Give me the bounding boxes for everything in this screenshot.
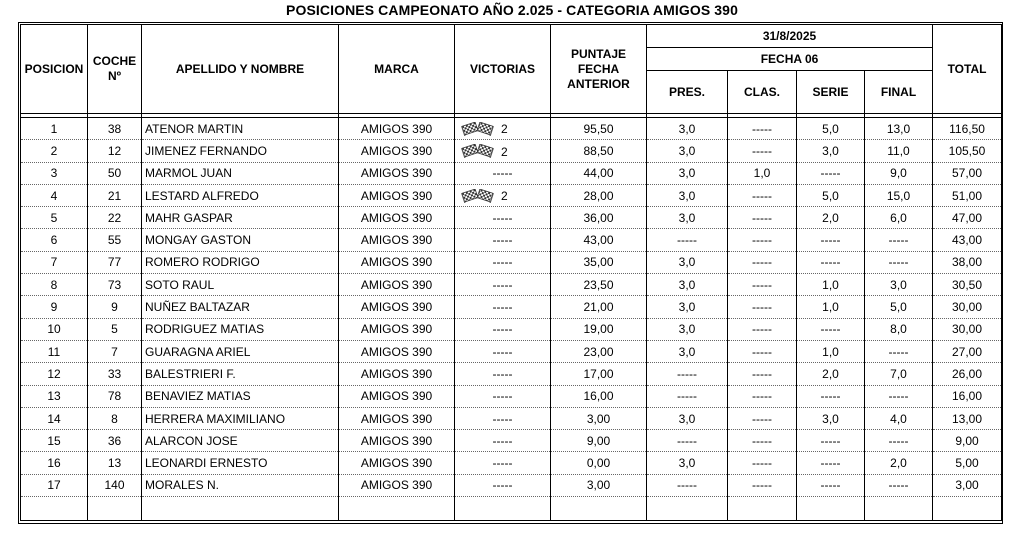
cell-clas: ----- (728, 207, 797, 229)
cell-prev: 16,00 (551, 385, 647, 407)
empty-cell (88, 497, 142, 521)
cell-serie: 1,0 (797, 296, 865, 318)
cell-marca: AMIGOS 390 (339, 407, 455, 429)
cell-final: 7,0 (865, 363, 933, 385)
cell-serie: ----- (797, 452, 865, 474)
cell-name: HERRERA MAXIMILIANO (142, 407, 339, 429)
cell-final: 2,0 (865, 452, 933, 474)
cell-name: BENAVIEZ MATIAS (142, 385, 339, 407)
cell-wins (455, 207, 551, 229)
cell-wins (455, 318, 551, 340)
wins-value: ----- (492, 433, 513, 448)
cell-serie: ----- (797, 318, 865, 340)
cell-marca: AMIGOS 390 (339, 474, 455, 496)
cell-marca: AMIGOS 390 (339, 207, 455, 229)
cell-final: 6,0 (865, 207, 933, 229)
cell-wins (455, 430, 551, 452)
cell-clas: ----- (728, 296, 797, 318)
cell-wins (455, 162, 551, 184)
cell-wins (455, 452, 551, 474)
cell-pos: 5 (21, 207, 88, 229)
wins-value: ----- (492, 344, 513, 359)
wins-value: ----- (492, 366, 513, 381)
header-clas: CLAS. (728, 71, 797, 114)
cell-wins (455, 184, 551, 206)
cell-pos: 7 (21, 251, 88, 273)
cell-pres: 3,0 (647, 251, 728, 273)
cell-pos: 9 (21, 296, 88, 318)
cell-pos: 10 (21, 318, 88, 340)
cell-marca: AMIGOS 390 (339, 318, 455, 340)
wins-value: ----- (492, 255, 513, 270)
cell-final: 3,0 (865, 274, 933, 296)
cell-coche: 38 (88, 118, 142, 140)
cell-serie: ----- (797, 251, 865, 273)
cell-marca: AMIGOS 390 (339, 296, 455, 318)
checkered-flags-icon (461, 122, 495, 136)
empty-cell (21, 497, 88, 521)
cell-total: 51,00 (933, 184, 1002, 206)
cell-total: 26,00 (933, 363, 1002, 385)
empty-cell (797, 497, 865, 521)
cell-wins (455, 274, 551, 296)
empty-cell (865, 497, 933, 521)
cell-marca: AMIGOS 390 (339, 452, 455, 474)
cell-coche: 73 (88, 274, 142, 296)
cell-prev: 23,50 (551, 274, 647, 296)
cell-pos: 4 (21, 184, 88, 206)
cell-final: 8,0 (865, 318, 933, 340)
cell-coche: 55 (88, 229, 142, 251)
cell-total: 116,50 (933, 118, 1002, 140)
cell-wins (455, 251, 551, 273)
table-header (21, 25, 1002, 118)
cell-name: LEONARDI ERNESTO (142, 452, 339, 474)
cell-final: 9,0 (865, 162, 933, 184)
cell-prev: 3,00 (551, 474, 647, 496)
cell-marca: AMIGOS 390 (339, 229, 455, 251)
cell-clas: ----- (728, 118, 797, 140)
cell-coche: 21 (88, 184, 142, 206)
table-row (21, 118, 1002, 140)
cell-final: ----- (865, 385, 933, 407)
empty-cell (933, 497, 1002, 521)
page-title: POSICIONES CAMPEONATO AÑO 2.025 - CATEGORIA AMIGOS 390 (286, 2, 738, 18)
cell-name: MORALES N. (142, 474, 339, 496)
cell-name: JIMENEZ FERNANDO (142, 140, 339, 162)
cell-final: ----- (865, 340, 933, 362)
header-posicion: POSICION (21, 25, 88, 114)
cell-final: ----- (865, 229, 933, 251)
header-fecha: FECHA 06 (647, 48, 933, 71)
cell-pres: 3,0 (647, 274, 728, 296)
cell-prev: 28,00 (551, 184, 647, 206)
cell-name: GUARAGNA ARIEL (142, 340, 339, 362)
cell-wins (455, 407, 551, 429)
cell-name: LESTARD ALFREDO (142, 184, 339, 206)
cell-final: ----- (865, 474, 933, 496)
cell-coche: 36 (88, 430, 142, 452)
cell-serie: 1,0 (797, 274, 865, 296)
header-coche: COCHE Nº (88, 25, 142, 114)
header-final: FINAL (865, 71, 933, 114)
cell-coche: 22 (88, 207, 142, 229)
cell-clas: ----- (728, 140, 797, 162)
cell-total: 3,00 (933, 474, 1002, 496)
cell-serie: 2,0 (797, 207, 865, 229)
cell-clas: ----- (728, 452, 797, 474)
cell-prev: 0,00 (551, 452, 647, 474)
cell-pres: 3,0 (647, 296, 728, 318)
cell-clas: ----- (728, 229, 797, 251)
cell-pres: 3,0 (647, 140, 728, 162)
cell-serie: ----- (797, 474, 865, 496)
table-row (21, 140, 1002, 162)
cell-marca: AMIGOS 390 (339, 385, 455, 407)
table-row (21, 274, 1002, 296)
cell-coche: 9 (88, 296, 142, 318)
table-row (21, 340, 1002, 362)
empty-cell (339, 497, 455, 521)
cell-total: 30,50 (933, 274, 1002, 296)
cell-serie: ----- (797, 385, 865, 407)
cell-coche: 7 (88, 340, 142, 362)
cell-clas: 1,0 (728, 162, 797, 184)
cell-pres: ----- (647, 385, 728, 407)
cell-pos: 6 (21, 229, 88, 251)
cell-total: 5,00 (933, 452, 1002, 474)
cell-name: MAHR GASPAR (142, 207, 339, 229)
wins-value: 2 (501, 144, 508, 159)
table-row (21, 251, 1002, 273)
cell-pos: 2 (21, 140, 88, 162)
cell-prev: 95,50 (551, 118, 647, 140)
wins-value: ----- (492, 210, 513, 225)
cell-pos: 16 (21, 452, 88, 474)
cell-marca: AMIGOS 390 (339, 363, 455, 385)
cell-serie: 5,0 (797, 184, 865, 206)
cell-wins (455, 118, 551, 140)
wins-value: ----- (492, 389, 513, 404)
cell-total: 30,00 (933, 296, 1002, 318)
cell-pres: 3,0 (647, 118, 728, 140)
cell-serie: 3,0 (797, 140, 865, 162)
cell-total: 16,00 (933, 385, 1002, 407)
cell-final: 5,0 (865, 296, 933, 318)
table-row (21, 452, 1002, 474)
checkered-flags-icon (461, 144, 495, 158)
cell-clas: ----- (728, 318, 797, 340)
cell-marca: AMIGOS 390 (339, 251, 455, 273)
cell-pres: ----- (647, 363, 728, 385)
cell-serie: 3,0 (797, 407, 865, 429)
cell-final: ----- (865, 430, 933, 452)
cell-prev: 35,00 (551, 251, 647, 273)
cell-total: 57,00 (933, 162, 1002, 184)
cell-pos: 14 (21, 407, 88, 429)
cell-wins (455, 474, 551, 496)
cell-pos: 15 (21, 430, 88, 452)
checkered-flags-icon (461, 189, 495, 203)
cell-clas: ----- (728, 363, 797, 385)
cell-total: 13,00 (933, 407, 1002, 429)
table-row (21, 407, 1002, 429)
header-victorias: VICTORIAS (455, 25, 551, 114)
standings-table (20, 24, 1002, 521)
header-marca: MARCA (339, 25, 455, 114)
header-date: 31/8/2025 (647, 25, 933, 48)
table-row (21, 430, 1002, 452)
cell-coche: 77 (88, 251, 142, 273)
cell-coche: 5 (88, 318, 142, 340)
cell-pos: 1 (21, 118, 88, 140)
cell-serie: ----- (797, 430, 865, 452)
cell-total: 105,50 (933, 140, 1002, 162)
header-pres: PRES. (647, 71, 728, 114)
wins-value: ----- (492, 411, 513, 426)
empty-cell (728, 497, 797, 521)
cell-serie: ----- (797, 162, 865, 184)
cell-marca: AMIGOS 390 (339, 162, 455, 184)
wins-value: ----- (492, 277, 513, 292)
cell-coche: 78 (88, 385, 142, 407)
cell-name: ROMERO RODRIGO (142, 251, 339, 273)
cell-prev: 9,00 (551, 430, 647, 452)
cell-marca: AMIGOS 390 (339, 140, 455, 162)
cell-clas: ----- (728, 184, 797, 206)
cell-coche: 13 (88, 452, 142, 474)
header-total: TOTAL (933, 25, 1002, 114)
cell-prev: 3,00 (551, 407, 647, 429)
table-row (21, 363, 1002, 385)
cell-name: SOTO RAUL (142, 274, 339, 296)
cell-clas: ----- (728, 385, 797, 407)
cell-wins (455, 385, 551, 407)
cell-coche: 8 (88, 407, 142, 429)
cell-name: MONGAY GASTON (142, 229, 339, 251)
cell-final: 11,0 (865, 140, 933, 162)
cell-name: MARMOL JUAN (142, 162, 339, 184)
cell-marca: AMIGOS 390 (339, 340, 455, 362)
table-body (21, 118, 1002, 521)
cell-wins (455, 363, 551, 385)
header-puntaje: PUNTAJE FECHA ANTERIOR (551, 25, 647, 114)
cell-pos: 17 (21, 474, 88, 496)
cell-wins (455, 296, 551, 318)
wins-value: ----- (492, 322, 513, 337)
cell-prev: 88,50 (551, 140, 647, 162)
cell-serie: ----- (797, 229, 865, 251)
cell-pos: 8 (21, 274, 88, 296)
cell-clas: ----- (728, 474, 797, 496)
cell-total: 47,00 (933, 207, 1002, 229)
cell-serie: 1,0 (797, 340, 865, 362)
cell-total: 30,00 (933, 318, 1002, 340)
cell-total: 27,00 (933, 340, 1002, 362)
cell-prev: 43,00 (551, 229, 647, 251)
cell-pos: 3 (21, 162, 88, 184)
header-serie: SERIE (797, 71, 865, 114)
wins-value: ----- (492, 478, 513, 493)
cell-serie: 5,0 (797, 118, 865, 140)
cell-pres: ----- (647, 229, 728, 251)
cell-prev: 44,00 (551, 162, 647, 184)
empty-row (21, 497, 1002, 521)
cell-prev: 19,00 (551, 318, 647, 340)
wins-value: ----- (492, 456, 513, 471)
cell-wins (455, 229, 551, 251)
table-row (21, 474, 1002, 496)
cell-clas: ----- (728, 407, 797, 429)
cell-prev: 17,00 (551, 363, 647, 385)
cell-pos: 13 (21, 385, 88, 407)
empty-cell (455, 497, 551, 521)
cell-final: ----- (865, 251, 933, 273)
cell-marca: AMIGOS 390 (339, 184, 455, 206)
cell-final: 4,0 (865, 407, 933, 429)
cell-coche: 33 (88, 363, 142, 385)
cell-pres: 3,0 (647, 340, 728, 362)
cell-final: 13,0 (865, 118, 933, 140)
cell-name: RODRIGUEZ MATIAS (142, 318, 339, 340)
cell-total: 43,00 (933, 229, 1002, 251)
cell-coche: 12 (88, 140, 142, 162)
header-apellido: APELLIDO Y NOMBRE (142, 25, 339, 114)
cell-clas: ----- (728, 430, 797, 452)
cell-prev: 21,00 (551, 296, 647, 318)
cell-wins (455, 140, 551, 162)
cell-final: 15,0 (865, 184, 933, 206)
cell-clas: ----- (728, 274, 797, 296)
cell-pres: 3,0 (647, 407, 728, 429)
cell-serie: 2,0 (797, 363, 865, 385)
cell-name: ALARCON JOSE (142, 430, 339, 452)
wins-value: 2 (501, 188, 508, 203)
table-row (21, 162, 1002, 184)
cell-name: BALESTRIERI F. (142, 363, 339, 385)
empty-cell (647, 497, 728, 521)
cell-pres: 3,0 (647, 162, 728, 184)
cell-prev: 36,00 (551, 207, 647, 229)
cell-total: 9,00 (933, 430, 1002, 452)
cell-name: ATENOR MARTIN (142, 118, 339, 140)
cell-pres: ----- (647, 474, 728, 496)
cell-pres: 3,0 (647, 452, 728, 474)
wins-value: 2 (501, 122, 508, 137)
table-row (21, 318, 1002, 340)
table-row (21, 184, 1002, 206)
table-row (21, 296, 1002, 318)
cell-marca: AMIGOS 390 (339, 118, 455, 140)
cell-coche: 50 (88, 162, 142, 184)
cell-total: 38,00 (933, 251, 1002, 273)
cell-clas: ----- (728, 251, 797, 273)
cell-clas: ----- (728, 340, 797, 362)
cell-pos: 11 (21, 340, 88, 362)
cell-wins (455, 340, 551, 362)
table-row (21, 229, 1002, 251)
cell-coche: 140 (88, 474, 142, 496)
table-row (21, 207, 1002, 229)
cell-marca: AMIGOS 390 (339, 274, 455, 296)
cell-pres: 3,0 (647, 184, 728, 206)
cell-pres: 3,0 (647, 207, 728, 229)
empty-cell (551, 497, 647, 521)
empty-cell (142, 497, 339, 521)
cell-pres: ----- (647, 430, 728, 452)
cell-name: NUÑEZ BALTAZAR (142, 296, 339, 318)
wins-value: ----- (492, 300, 513, 315)
table-row (21, 385, 1002, 407)
cell-pos: 12 (21, 363, 88, 385)
cell-prev: 23,00 (551, 340, 647, 362)
wins-value: ----- (492, 166, 513, 181)
wins-value: ----- (492, 233, 513, 248)
cell-pres: 3,0 (647, 318, 728, 340)
cell-marca: AMIGOS 390 (339, 430, 455, 452)
